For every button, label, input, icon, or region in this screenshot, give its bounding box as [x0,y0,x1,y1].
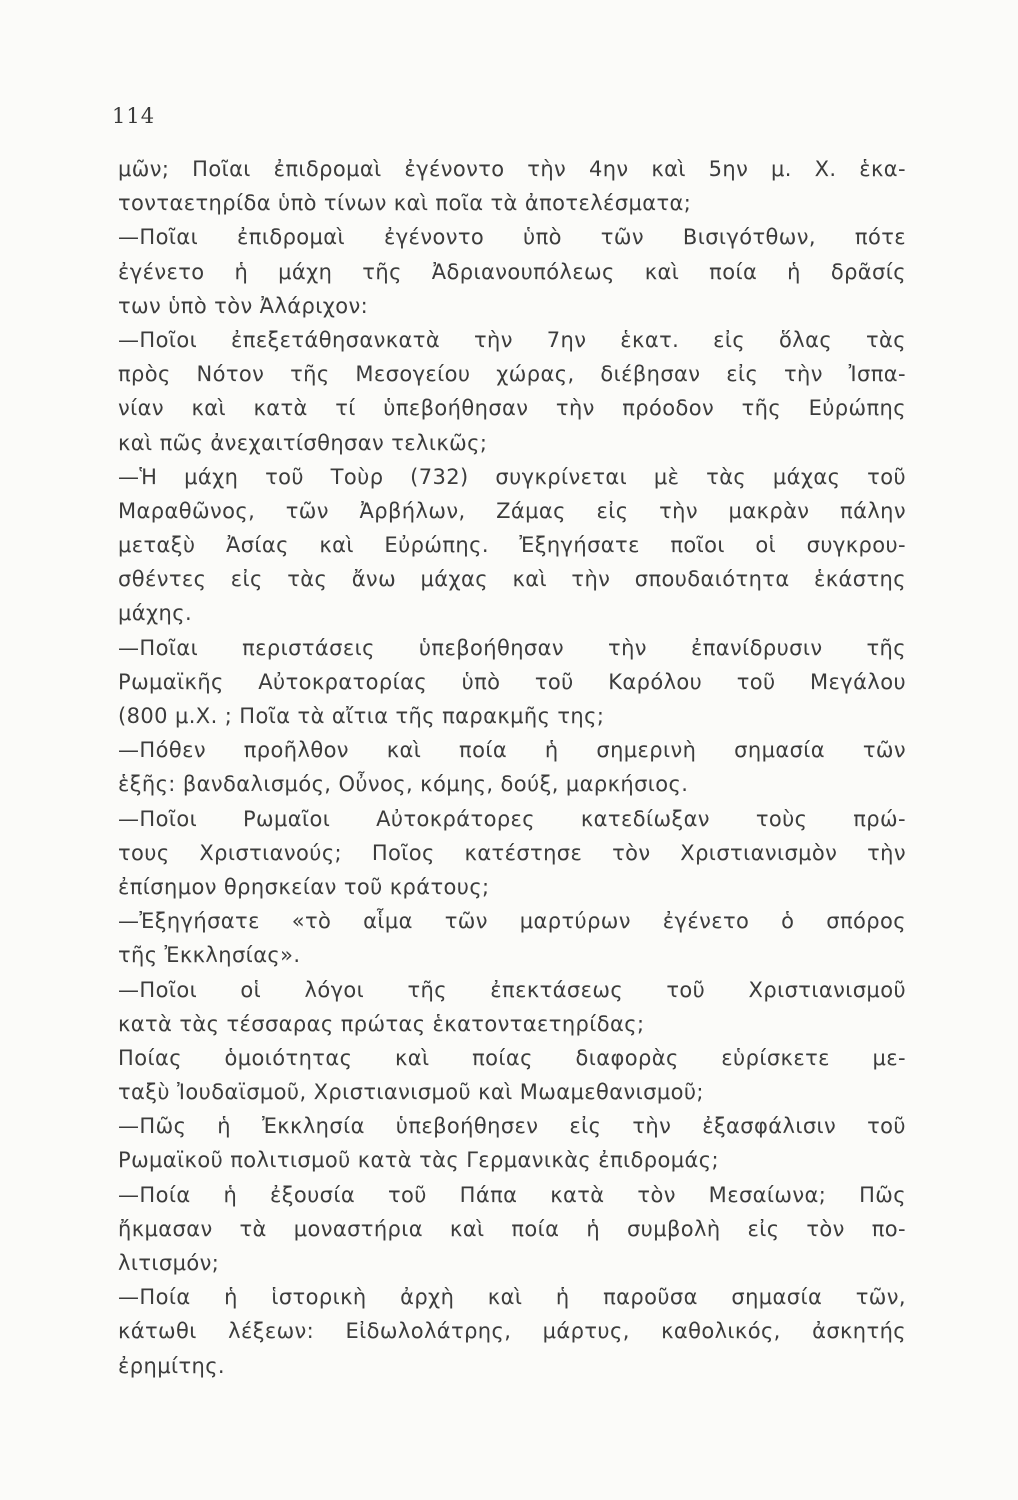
text-line: σθέντες εἰς τὰς ἄνω μάχας καὶ τὴν σπουδαιότητα ἑκάστης [118,567,906,592]
text-line: —Ποία ἡ ἐξουσία τοῦ Πάπα κατὰ τὸν Μεσαίωνα; Πῶς [118,1182,906,1207]
text-line: —Ποῖαι ἐπιδρομαὶ ἐγένοντο ὑπὸ τῶν Βισιγότθων, πότε [118,225,906,250]
text-line: (800 μ.Χ. ; Ποῖα τὰ αἴτια τῆς παρακμῆς της; [118,704,605,728]
text-line: ἐπίσημον θρησκείαν τοῦ κράτους; [118,874,490,899]
text-line: —Ἡ μάχη τοῦ Τοὺρ (732) συγκρίνεται μὲ τὰς μάχας τοῦ [118,464,906,489]
text-line: ταξὺ Ἰουδαϊσμοῦ, Χριστιανισμοῦ καὶ Μωαμεθανισμοῦ; [118,1080,704,1105]
text-line: λιτισμόν; [118,1251,220,1275]
text-line: —Ποῖαι περιστάσεις ὑπεβοήθησαν τὴν ἐπανίδρυσιν τῆς [118,635,906,660]
text-line: ἤκμασαν τὰ μοναστήρια καὶ ποία ἡ συμβολὴ εἰς τὸν πο- [118,1216,906,1241]
page-number: 114 [112,104,156,128]
text-line: —Ἐξηγήσατε «τὸ αἷμα τῶν μαρτύρων ἐγένετο ὁ σπόρος [118,909,906,934]
text-line: νίαν καὶ κατὰ τί ὑπεβοήθησαν τὴν πρόοδον τῆς Εὐρώπης [118,396,906,421]
text-line: τονταετηρίδα ὑπὸ τίνων καὶ ποῖα τὰ ἀποτελέσματα; [118,191,692,216]
text-line: κάτωθι λέξεων: Εἰδωλολάτρης, μάρτυς, καθολικός, ἀσκητής [118,1319,906,1344]
text-line: ἐρημίτης. [118,1353,226,1378]
text-line: —Ποία ἡ ἱστορικὴ ἀρχὴ καὶ ἡ παροῦσα σημασία τῶν, [118,1285,906,1310]
text-line: —Πῶς ἡ Ἐκκλησία ὑπεβοήθησεν εἰς τὴν ἐξασφάλισιν τοῦ [118,1114,906,1139]
text-line: ἑξῆς: βανδαλισμός, Οὖνος, κόμης, δούξ, μαρκήσιος. [118,772,689,797]
text-line: τους Χριστιανούς; Ποῖος κατέστησε τὸν Χριστιανισμὸν τὴν [118,840,906,865]
text-line: ἐγένετο ἡ μάχη τῆς Ἀδριανουπόλεως καὶ ποία ἡ δρᾶσίς [118,259,906,284]
text-line: Ρωμαϊκῆς Αὐτοκρατορίας ὑπὸ τοῦ Καρόλου τοῦ Μεγάλου [118,669,906,694]
text-line: τῆς Ἐκκλησίας». [118,943,301,968]
text-line: μῶν; Ποῖαι ἐπιδρομαὶ ἐγένοντο τὴν 4ην καὶ 5ην μ. Χ. ἑκα- [118,157,906,181]
text-line: καὶ πῶς ἀνεχαιτίσθησαν τελικῶς; [118,430,488,455]
text-line: —Ποῖοι Ρωμαῖοι Αὐτοκράτορες κατεδίωξαν τοὺς πρώ- [118,806,906,831]
text-line: μεταξὺ Ἀσίας καὶ Εὐρώπης. Ἐξηγήσατε ποῖοι οἱ συγκρου- [118,533,906,558]
text-line: Ποίας ὁμοιότητας καὶ ποίας διαφορὰς εὑρίσκετε με- [118,1045,906,1070]
text-line: Μαραθῶνος, τῶν Ἀρβήλων, Ζάμας εἰς τὴν μακρὰν πάλην [118,498,906,523]
text-line: Ρωμαϊκοῦ πολιτισμοῦ κατὰ τὰς Γερμανικὰς ἐπιδρομάς; [118,1148,719,1173]
text-line: κατὰ τὰς τέσσαρας πρώτας ἑκατονταετηρίδας; [118,1011,645,1036]
text-line: —Ποῖοι οἱ λόγοι τῆς ἐπεκτάσεως τοῦ Χριστιανισμοῦ [118,977,906,1002]
text-line: —Ποῖοι ἐπεξετάθησανκατὰ τὴν 7ην ἑκατ. εἰς ὅλας τὰς [118,327,906,352]
text-line: —Πόθεν προῆλθον καὶ ποία ἡ σημερινὴ σημασία τῶν [118,738,906,763]
question-text-block [118,152,906,1383]
text-line: πρὸς Νότον τῆς Μεσογείου χώρας, διέβησαν εἰς τὴν Ἰσπα- [118,362,906,387]
text-line: μάχης. [118,601,193,626]
text-line: των ὑπὸ τὸν Ἀλάριχον: [118,293,369,318]
